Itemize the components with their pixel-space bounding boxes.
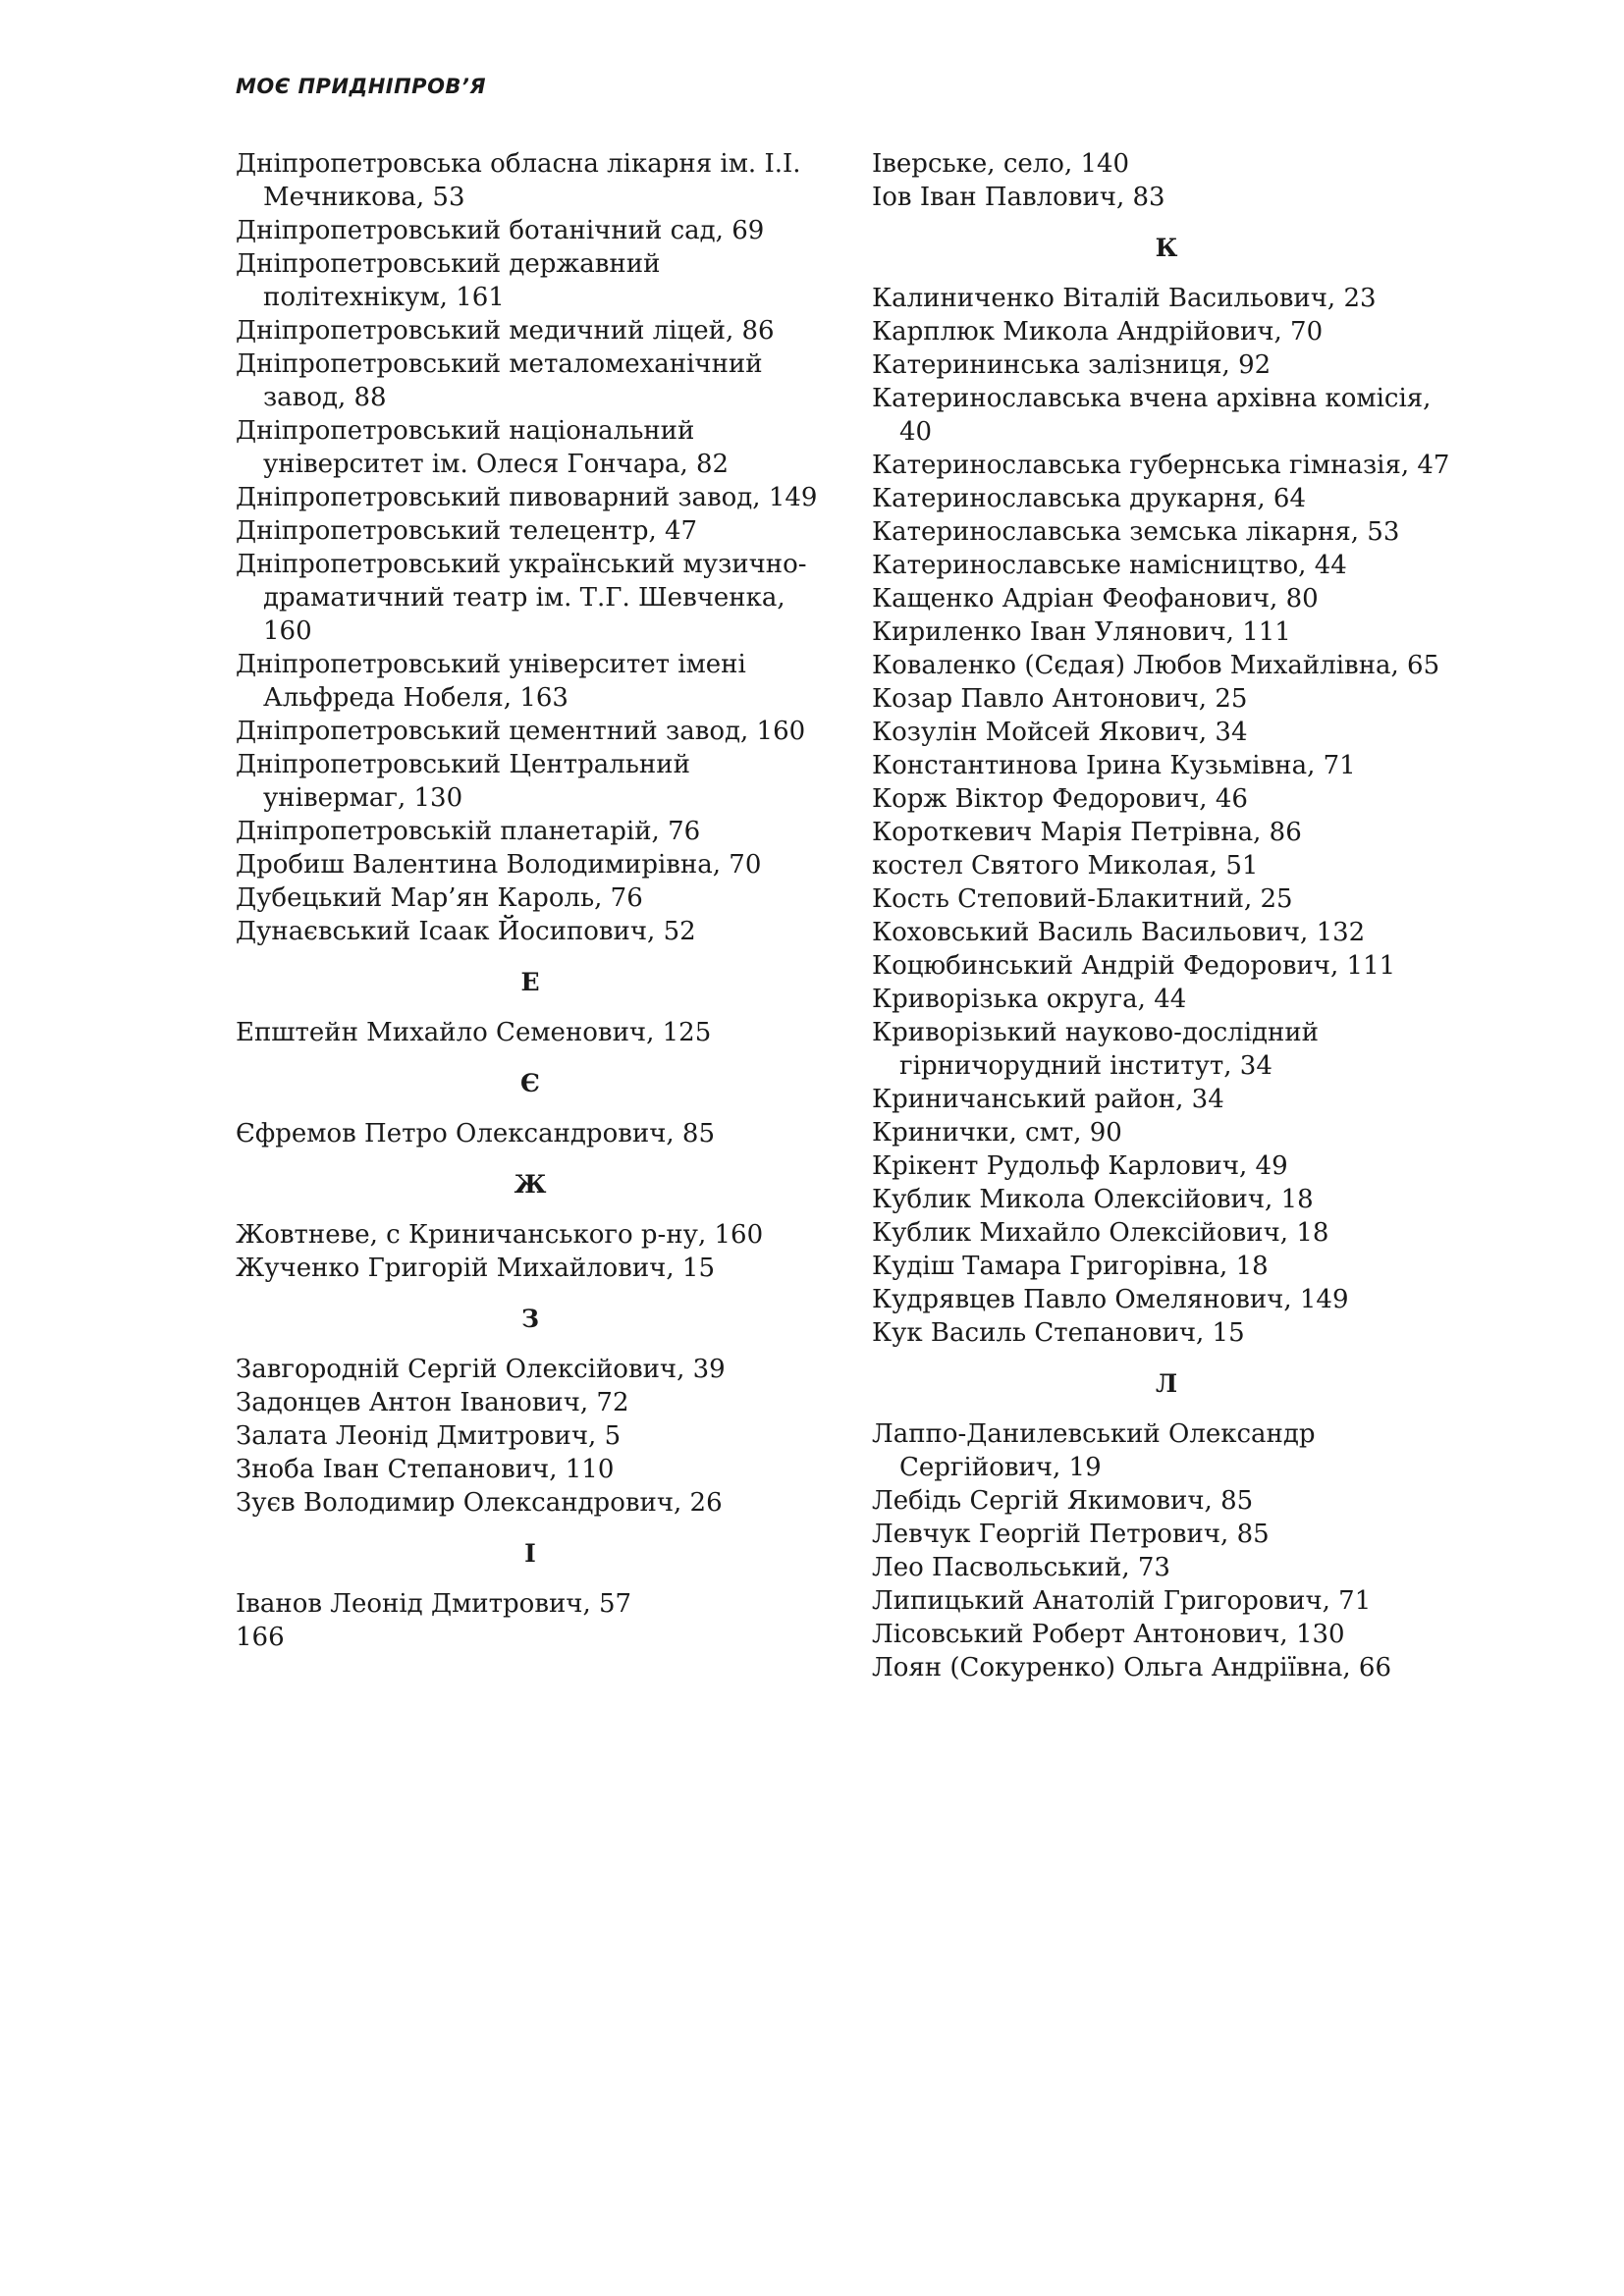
index-entry: Дніпропетровський Центральний універмаг, 130 — [236, 750, 690, 813]
index-entry: Зуєв Володимир Олександрович, 26 — [236, 1488, 723, 1518]
index-entry: Коцюбинський Андрій Федорович, 111 — [872, 951, 1396, 981]
index-entry: Зноба Іван Степанович, 110 — [236, 1455, 615, 1484]
index-entry: Дніпропетровській планетарій, 76 — [236, 817, 701, 846]
index-entry: Козулін Мойсей Якович, 34 — [872, 718, 1248, 747]
page-number: 166 — [236, 1623, 285, 1652]
index-entry: Кринички, смт, 90 — [872, 1118, 1122, 1148]
index-entry: Лебідь Сергій Якимович, 85 — [872, 1486, 1254, 1516]
index-entry: Дніпропетровський український музично-драматичний театр ім. Т.Г. Шевченка, 160 — [236, 550, 807, 646]
index-entry: Жовтневе, с Криничанського р-ну, 160 — [236, 1220, 764, 1250]
index-entry: Єфремов Петро Олександрович, 85 — [236, 1119, 715, 1148]
index-entry: Катеринославська земська лікарня, 53 — [872, 517, 1400, 547]
index-letter-heading: З — [520, 1305, 540, 1333]
index-entry: Криворізький науково-дослідний гірничорудний інститут, 34 — [872, 1018, 1320, 1081]
index-entry: Кащенко Адріан Феофанович, 80 — [872, 584, 1319, 614]
index-entry: Іванов Леонід Дмитрович, 57 — [236, 1589, 632, 1619]
index-entry: Дунаєвський Ісаак Йосипович, 52 — [236, 917, 696, 946]
index-entry: Жученко Григорій Михайлович, 15 — [236, 1254, 715, 1283]
index-entry: Дніпропетровський пивоварний завод, 149 — [236, 483, 818, 512]
index-entry: Задонцев Антон Іванович, 72 — [236, 1388, 629, 1417]
index-entry: Короткевич Марія Петрівна, 86 — [872, 818, 1302, 847]
index-entry: Кириленко Іван Улянович, 111 — [872, 617, 1291, 647]
index-entry: Дніпропетровський національний університет ім. Олеся Гончара, 82 — [236, 416, 730, 479]
index-entry: Лео Пасвольський, 73 — [872, 1553, 1170, 1582]
index-entry: Липицький Анатолій Григорович, 71 — [872, 1586, 1372, 1616]
index-letter-heading: Є — [520, 1069, 540, 1097]
index-entry: Завгородній Сергій Олексійович, 39 — [236, 1355, 726, 1384]
index-entry: Кублик Микола Олексійович, 18 — [872, 1185, 1314, 1214]
index-entry: Лісовський Роберт Антонович, 130 — [872, 1620, 1345, 1649]
index-entry: Козар Павло Антонович, 25 — [872, 684, 1248, 714]
index-entry: Катеринославська губернська гімназія, 47 — [872, 451, 1450, 480]
index-entry: Корж Віктор Федорович, 46 — [872, 784, 1248, 814]
index-column-left — [236, 147, 825, 1654]
index-entry: Криничанський район, 34 — [872, 1085, 1224, 1114]
index-entry: Кудрявцев Павло Омелянович, 149 — [872, 1285, 1349, 1314]
index-entry: Дніпропетровський металомеханічний завод, 88 — [236, 349, 763, 412]
index-entry: Кублик Михайло Олексійович, 18 — [872, 1218, 1329, 1248]
index-entry: костел Святого Миколая, 51 — [872, 851, 1259, 881]
index-entry: Карплюк Микола Андрійович, 70 — [872, 317, 1324, 347]
index-entry: Залата Леонід Дмитрович, 5 — [236, 1421, 622, 1451]
index-entry: Іверське, село, 140 — [872, 149, 1130, 179]
index-entry: Дніпропетровський ботанічний сад, 69 — [236, 216, 765, 245]
index-entry: Катерининська залізниця, 92 — [872, 350, 1272, 380]
index-letter-heading: Ж — [514, 1170, 547, 1199]
running-head: МОЄ ПРИДНІПРОВ’Я — [236, 75, 487, 98]
index-letter-heading: І — [524, 1539, 536, 1568]
index-entry: Дубецький Мар’ян Кароль, 76 — [236, 883, 643, 913]
index-entry: Кудіш Тамара Григорівна, 18 — [872, 1252, 1269, 1281]
index-entry: Дніпропетровський університет імені Альфреда Нобеля, 163 — [236, 650, 746, 713]
index-letter-heading: Л — [1155, 1369, 1178, 1398]
index-column-right — [872, 147, 1461, 1684]
index-entry: Левчук Георгій Петрович, 85 — [872, 1520, 1270, 1549]
index-entry: Лоян (Сокуренко) Ольга Андріївна, 66 — [872, 1653, 1392, 1682]
index-entry: Епштейн Михайло Семенович, 125 — [236, 1018, 712, 1047]
index-entry: Дробиш Валентина Володимирівна, 70 — [236, 850, 762, 880]
index-entry: Крікент Рудольф Карлович, 49 — [872, 1151, 1288, 1181]
index-entry: Константинова Ірина Кузьмівна, 71 — [872, 751, 1356, 780]
index-entry: Катеринославська друкарня, 64 — [872, 484, 1306, 513]
index-entry: Коваленко (Сєдая) Любов Михайлівна, 65 — [872, 651, 1440, 680]
index-entry: Катеринославська вчена архівна комісія, 40 — [872, 384, 1432, 447]
index-entry: Дніпропетровський телецентр, 47 — [236, 516, 698, 546]
index-entry: Дніпропетровський медичний ліцей, 86 — [236, 316, 775, 346]
index-entry: Дніпропетровська обласна лікарня ім. І.І. Мечникова, 53 — [236, 149, 801, 212]
index-letter-heading: К — [1155, 234, 1178, 262]
index-entry: Дніпропетровський цементний завод, 160 — [236, 717, 806, 746]
index-entry: Іов Іван Павлович, 83 — [872, 183, 1165, 212]
index-entry: Коховський Василь Васильович, 132 — [872, 918, 1366, 947]
index-entry: Калиниченко Віталій Васильович, 23 — [872, 284, 1377, 313]
index-entry: Лаппо-Данилевський Олександр Сергійович, 19 — [872, 1419, 1316, 1482]
index-entry: Криворізька округа, 44 — [872, 985, 1187, 1014]
index-letter-heading: Е — [520, 968, 540, 996]
index-entry: Катеринославське намісництво, 44 — [872, 551, 1347, 580]
index-entry: Кук Василь Степанович, 15 — [872, 1318, 1245, 1348]
index-entry: Кость Степовий-Блакитний, 25 — [872, 884, 1293, 914]
index-entry: Дніпропетровський державний політехнікум, 161 — [236, 249, 661, 312]
